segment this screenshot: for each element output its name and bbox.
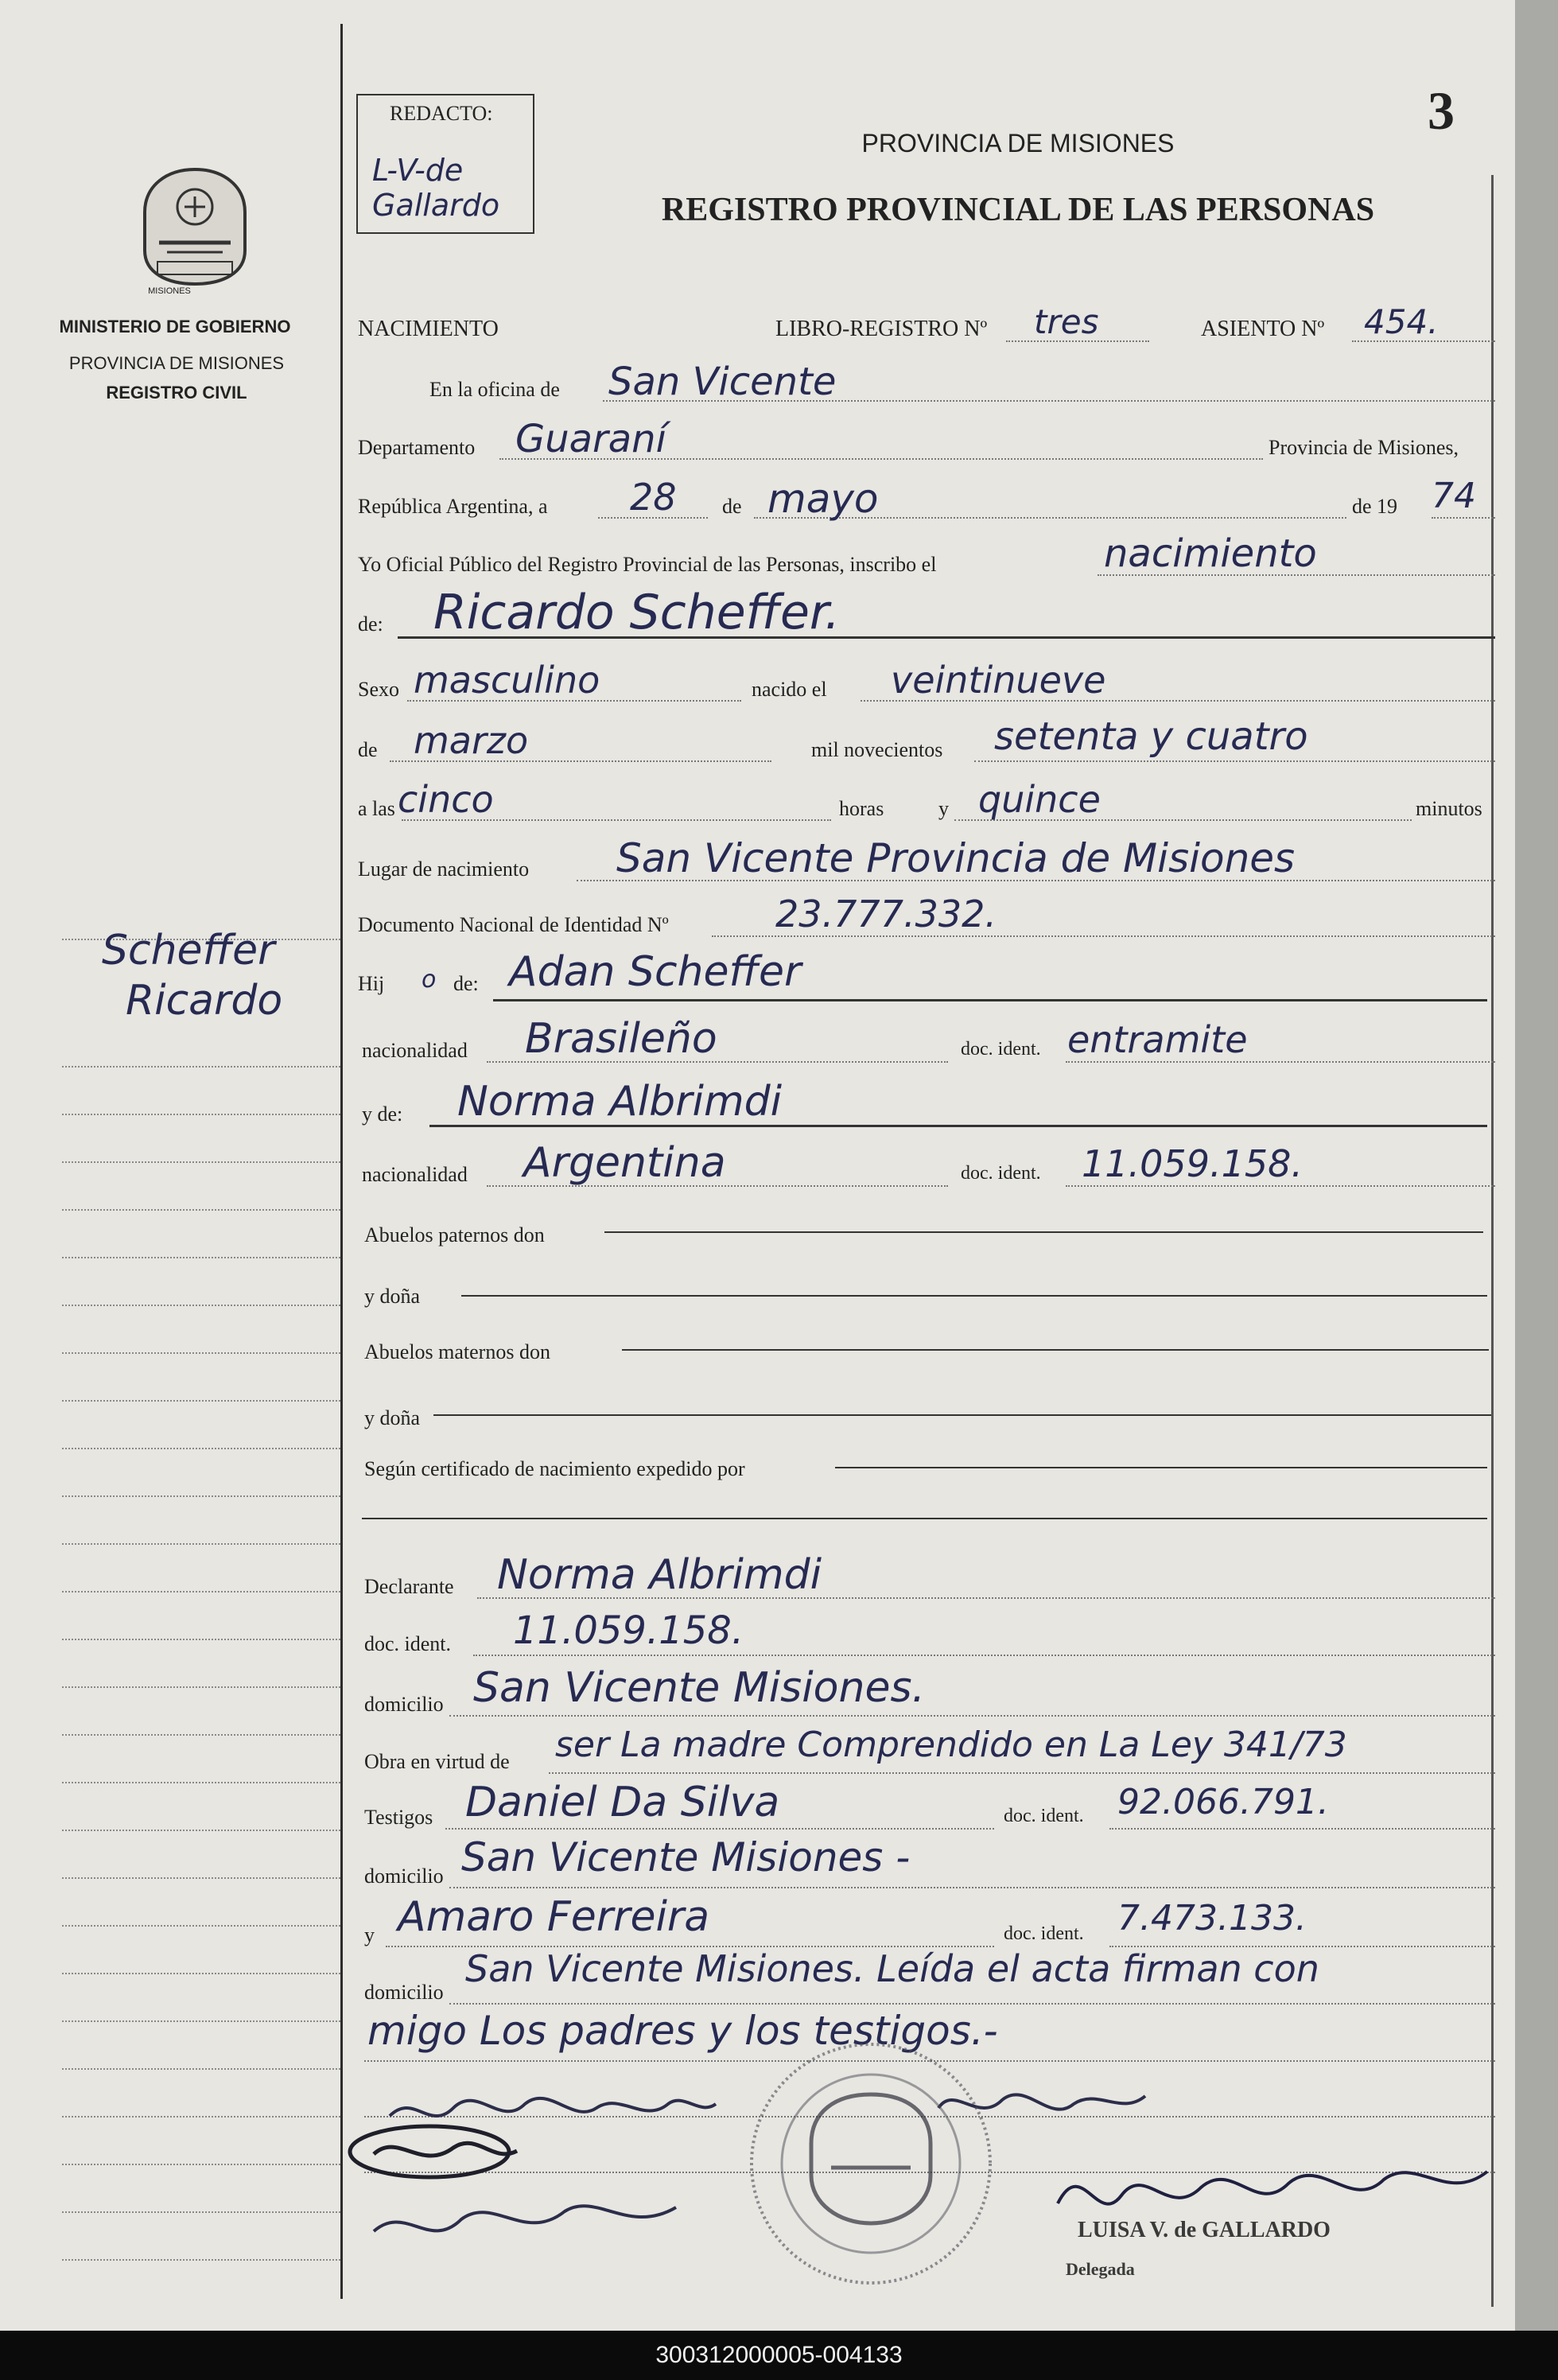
- hijo-label: Hij: [358, 972, 385, 995]
- testigo1-dom-line: [449, 1887, 1495, 1888]
- domicilio2-label: domicilio: [364, 1865, 444, 1888]
- margin-line: [62, 1591, 340, 1592]
- obra-label: Obra en virtud de: [364, 1750, 510, 1773]
- nacionalidad2-label: nacionalidad: [362, 1163, 468, 1186]
- margin-line: [62, 1686, 340, 1688]
- province-heading: PROVINCIA DE MISIONES: [861, 129, 1175, 158]
- declarante-label: Declarante: [364, 1575, 454, 1598]
- margin-line: [62, 1877, 340, 1879]
- inscribo-value: nacimiento: [1104, 531, 1317, 576]
- margin-line: [62, 1209, 340, 1211]
- cierre-value: migo Los padres y los testigos.-: [367, 2008, 998, 2054]
- testigo2-doc-label: doc. ident.: [1004, 1923, 1084, 1944]
- lugar-label: Lugar de nacimiento: [358, 858, 530, 881]
- nacimiento-label: NACIMIENTO: [358, 317, 499, 341]
- obra-value: ser La madre Comprendido en La Ley 341/73: [555, 1725, 1347, 1765]
- y2-label: y: [364, 1923, 375, 1946]
- margin-line: [62, 1830, 340, 1831]
- year-prefix: de 19: [1352, 495, 1398, 518]
- margin-line: [62, 1639, 340, 1640]
- testigo1-doc-label: doc. ident.: [1004, 1806, 1084, 1826]
- asiento-label: ASIENTO Nº: [1201, 317, 1325, 341]
- padre-doc-value: entramite: [1067, 1018, 1248, 1061]
- oficina-value: San Vicente: [608, 360, 837, 404]
- margin-given-name: Ricardo: [126, 977, 283, 1025]
- testigo2-doc-value: 7.473.133.: [1117, 1898, 1307, 1939]
- abuelos-maternos-label: Abuelos maternos don: [364, 1340, 550, 1363]
- redacto-box: [356, 94, 534, 234]
- declarante-value: Norma Albrimdi: [497, 1551, 822, 1599]
- nacido-value: veintinueve: [891, 659, 1106, 702]
- asiento-value: 454.: [1364, 302, 1439, 341]
- padre-line: [493, 999, 1487, 1001]
- anio-line: [974, 760, 1495, 762]
- madre-doc-line: [1066, 1185, 1495, 1187]
- margin-line: [62, 1114, 340, 1115]
- minutos-value: quince: [978, 778, 1101, 821]
- oficial-text: Yo Oficial Público del Registro Provincial de las Personas, inscribo el: [358, 553, 937, 576]
- civil-registry-label: REGISTRO CIVIL: [106, 383, 247, 402]
- hijo-de-label: de:: [453, 972, 479, 995]
- segun-line: [835, 1467, 1487, 1468]
- testigo2-value: Amaro Ferreira: [398, 1893, 710, 1941]
- month-value: mayo: [767, 476, 879, 522]
- departamento-value: Guaraní: [515, 417, 666, 461]
- padre-doc-line: [1066, 1061, 1495, 1063]
- margin-line: [62, 1543, 340, 1545]
- margin-surname: Scheffer: [102, 927, 275, 974]
- margin-line: [62, 2068, 340, 2070]
- margin-line: [62, 2211, 340, 2213]
- redacto-label: REDACTO:: [390, 102, 493, 125]
- horas-value: cinco: [398, 778, 494, 821]
- lugar-value: San Vicente Provincia de Misiones: [616, 835, 1296, 881]
- coat-of-arms-icon: [135, 163, 254, 290]
- archive-code: 300312000005-004133: [655, 2342, 903, 2368]
- provincia-label: Provincia de Misiones,: [1269, 436, 1459, 459]
- delegate-name: LUISA V. de GALLARDO: [1078, 2218, 1331, 2242]
- nombre-value: Ricardo Scheffer.: [433, 585, 841, 640]
- margin-line: [62, 1495, 340, 1497]
- province-label: PROVINCIA DE MISIONES: [68, 353, 285, 373]
- testigo1-line: [445, 1828, 994, 1830]
- margin-line: [62, 1257, 340, 1258]
- margin-line: [62, 1973, 340, 1974]
- de-label: de: [722, 495, 742, 518]
- page-number: 3: [1428, 80, 1455, 141]
- redacto-value: L-V-de Gallardo: [372, 153, 500, 223]
- ydona1-label: y doña: [364, 1285, 421, 1308]
- margin-line: [62, 2164, 340, 2165]
- decl-dom-line: [449, 1715, 1495, 1717]
- mil-label: mil novecientos: [811, 738, 943, 761]
- abuelos-maternos-line: [622, 1349, 1489, 1351]
- official-stamp: [740, 2032, 1002, 2295]
- ydona2-line: [433, 1414, 1491, 1416]
- page-edge-shadow: [1515, 0, 1558, 2331]
- sexo-value: masculino: [414, 659, 600, 702]
- de-colon-label: de:: [358, 612, 383, 636]
- segun-line-2: [362, 1518, 1487, 1519]
- margin-line: [62, 1925, 340, 1927]
- republica-label: República Argentina, a: [358, 495, 548, 518]
- mes-value: marzo: [414, 719, 529, 762]
- doc-ident-label: doc. ident.: [961, 1039, 1041, 1060]
- day-value: 28: [630, 476, 677, 519]
- domicilio3-label: domicilio: [364, 1981, 444, 2004]
- padre-nac-value: Brasileño: [525, 1015, 717, 1063]
- margin-line: [62, 2259, 340, 2261]
- decl-doc-value: 11.059.158.: [513, 1608, 744, 1653]
- domicilio-label: domicilio: [364, 1693, 444, 1716]
- testigo1-doc-line: [1109, 1828, 1495, 1830]
- madre-nac-value: Argentina: [523, 1139, 726, 1187]
- decl-dom-value: San Vicente Misiones.: [473, 1664, 926, 1712]
- de-mes-label: de: [358, 738, 378, 761]
- archive-footer: [0, 2331, 1558, 2380]
- margin-line: [62, 1782, 340, 1783]
- witness-signatures: [342, 2116, 700, 2259]
- yde-label: y de:: [362, 1102, 403, 1126]
- obra-line: [549, 1772, 1495, 1774]
- testigo1-dom-value: San Vicente Misiones -: [461, 1834, 911, 1880]
- padre-value: Adan Scheffer: [509, 948, 802, 996]
- dni-value: 23.777.332.: [775, 892, 997, 935]
- testigo2-dom-line: [449, 2003, 1495, 2005]
- margin-line: [62, 2020, 340, 2022]
- segun-label: Según certificado de nacimiento expedido por: [364, 1457, 745, 1480]
- margin-line: [62, 1305, 340, 1306]
- registry-heading: REGISTRO PROVINCIAL DE LAS PERSONAS: [661, 192, 1375, 228]
- decl-doc-label: doc. ident.: [364, 1632, 452, 1655]
- abuelos-paternos-label: Abuelos paternos don: [364, 1223, 545, 1246]
- y-label: y: [938, 797, 949, 820]
- margin-line: [62, 1448, 340, 1449]
- seal-caption: MISIONES: [148, 286, 191, 296]
- anio-value: setenta y cuatro: [994, 714, 1308, 759]
- oficina-label: En la oficina de: [429, 378, 560, 401]
- year-line: [1432, 517, 1495, 519]
- testigo1-value: Daniel Da Silva: [465, 1779, 780, 1826]
- ydona1-line: [461, 1295, 1487, 1297]
- ministry-label: MINISTERIO DE GOBIERNO: [59, 317, 291, 336]
- margin-line: [62, 1066, 340, 1068]
- madre-doc-value: 11.059.158.: [1082, 1142, 1303, 1185]
- testigos-label: Testigos: [364, 1806, 433, 1829]
- margin-line: [62, 2116, 340, 2118]
- testigo2-dom-value: San Vicente Misiones. Leída el acta firman con: [465, 1947, 1319, 1990]
- departamento-label: Departamento: [358, 436, 476, 459]
- margin-line: [62, 1400, 340, 1402]
- nacido-label: nacido el: [752, 678, 827, 701]
- year-value: 74: [1432, 476, 1476, 516]
- horas-label: horas: [839, 797, 884, 820]
- margin-line: [62, 1734, 340, 1736]
- sexo-label: Sexo: [358, 678, 399, 701]
- testigo1-doc-value: 92.066.791.: [1117, 1782, 1329, 1822]
- margin-line: [62, 1161, 340, 1163]
- decl-doc-line: [473, 1655, 1495, 1656]
- minutos-label: minutos: [1416, 797, 1482, 820]
- abuelos-paternos-line: [604, 1231, 1483, 1233]
- madre-value: Norma Albrimdi: [457, 1078, 783, 1126]
- libro-value: tres: [1034, 302, 1099, 341]
- right-border: [1491, 175, 1494, 2307]
- dni-label: Documento Nacional de Identidad Nº: [358, 913, 669, 936]
- libro-label: LIBRO-REGISTRO Nº: [775, 317, 988, 341]
- dni-line: [712, 935, 1495, 937]
- alas-label: a las: [358, 797, 395, 820]
- hijo-o-value: o: [422, 966, 437, 994]
- margin-divider: [340, 24, 343, 2299]
- doc-ident2-label: doc. ident.: [961, 1163, 1041, 1184]
- delegate-title: Delegada: [1066, 2259, 1135, 2279]
- margin-line: [62, 1352, 340, 1354]
- nacionalidad-label: nacionalidad: [362, 1039, 468, 1062]
- ydona2-label: y doña: [364, 1406, 421, 1429]
